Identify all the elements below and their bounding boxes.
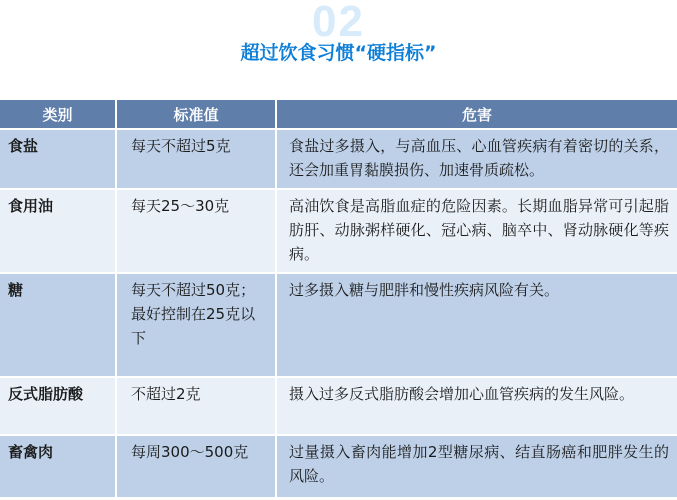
row-category: 糖 [0, 273, 116, 377]
header [0, 0, 677, 100]
row-standard: 不超过2克 [116, 377, 276, 435]
page-title: 超过饮食习惯“硬指标” [240, 42, 437, 64]
row-standard: 每周300～500克 [116, 435, 276, 497]
row-category: 食盐 [0, 129, 116, 189]
table-row [0, 273, 677, 377]
column-header-standard: 标准值 [116, 100, 276, 129]
row-category: 食用油 [0, 189, 116, 273]
row-harm: 过多摄入糖与肥胖和慢性疾病风险有关。 [276, 273, 677, 377]
table-row [0, 129, 677, 189]
section-number: 02 [312, 0, 365, 46]
row-harm: 高油饮食是高脂血症的危险因素。长期血脂异常可引起脂肪肝、动脉粥样硬化、冠心病、脑卒中、肾动脉硬化等疾病。 [276, 189, 677, 273]
row-standard: 每天25～30克 [116, 189, 276, 273]
row-category: 反式脂肪酸 [0, 377, 116, 435]
table-header-row [0, 100, 677, 129]
column-header-harm: 危害 [276, 100, 677, 129]
row-harm: 食盐过多摄入，与高血压、心血管疾病有着密切的关系，还会加重胃黏膜损伤、加速骨质疏松。 [276, 129, 677, 189]
row-standard: 每天不超过50克；最好控制在25克以下 [116, 273, 276, 377]
table-row [0, 377, 677, 435]
row-harm: 摄入过多反式脂肪酸会增加心血管疾病的发生风险。 [276, 377, 677, 435]
column-header-category: 类别 [0, 100, 116, 129]
row-harm: 过量摄入畜肉能增加2型糖尿病、结直肠癌和肥胖发生的风险。 [276, 435, 677, 497]
table-row [0, 435, 677, 497]
table-row [0, 189, 677, 273]
row-standard: 每天不超过5克 [116, 129, 276, 189]
row-category: 畜禽肉 [0, 435, 116, 497]
standards-table [0, 100, 677, 497]
